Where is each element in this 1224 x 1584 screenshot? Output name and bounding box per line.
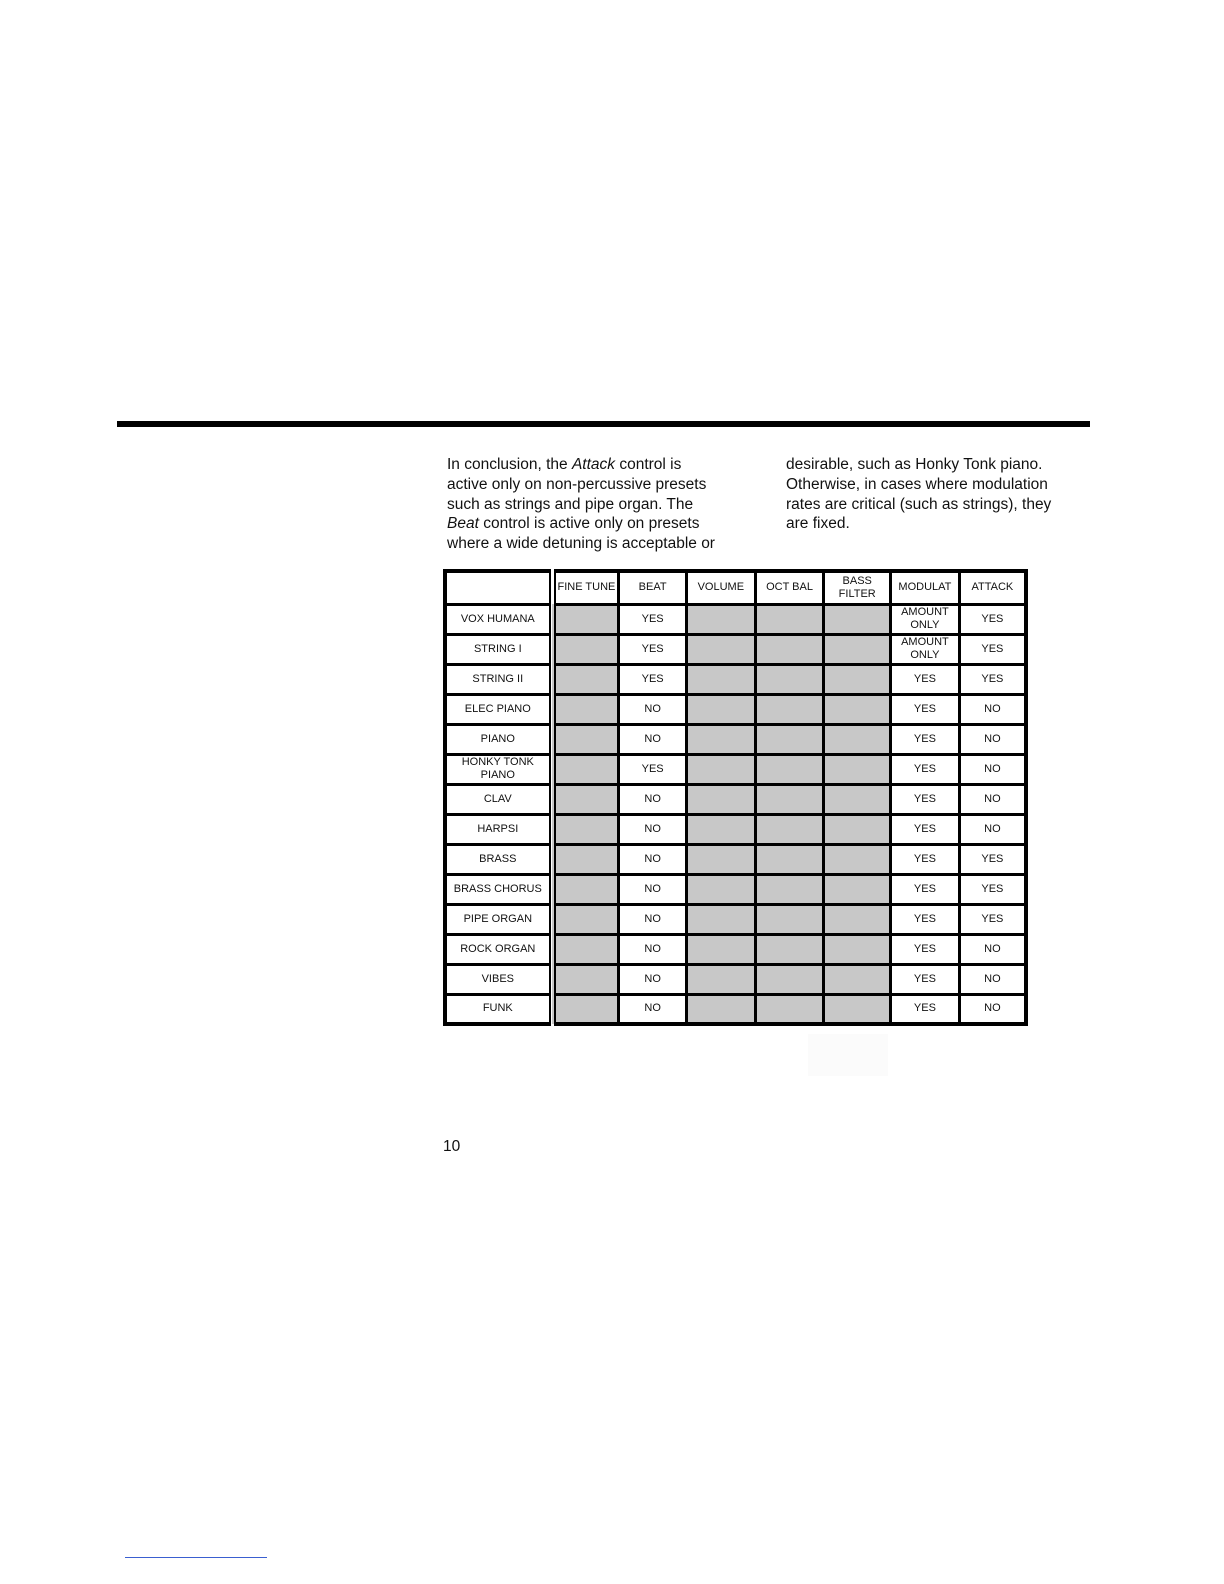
shaded-cell [755,964,824,994]
body-text-line: In conclusion, the Attack control is [447,456,682,473]
table-row [445,904,1026,934]
shaded-cell [686,604,755,634]
modulat-cell: YES [891,694,960,724]
modulat-cell: YES [891,934,960,964]
attack-cell: NO [959,724,1026,754]
preset-name-cell: HARPSI [445,814,552,844]
attack-cell: NO [959,994,1026,1024]
shaded-cell [686,694,755,724]
shaded-cell [824,934,891,964]
table-row [445,634,1026,664]
attack-cell: NO [959,784,1026,814]
preset-name-cell: VOX HUMANA [445,604,552,634]
shaded-cell [755,634,824,664]
preset-name-cell: ROCK ORGAN [445,934,552,964]
shaded-cell [824,814,891,844]
table-header-cell: BEAT [619,571,687,604]
table-row [445,844,1026,874]
shaded-cell [552,934,619,964]
beat-cell: NO [619,814,687,844]
shaded-cell [755,664,824,694]
beat-cell: NO [619,724,687,754]
modulat-cell: YES [891,724,960,754]
preset-name-cell: PIPE ORGAN [445,904,552,934]
shaded-cell [686,784,755,814]
body-text-line: such as strings and pipe organ. The [447,495,694,513]
table-header-cell-blank [445,571,552,604]
body-text-line: rates are critical (such as strings), they [786,495,1052,513]
shaded-cell [552,964,619,994]
table-row [445,694,1026,724]
table-row [445,814,1026,844]
attack-cell: YES [959,634,1026,664]
preset-name-cell: STRING II [445,664,552,694]
modulat-cell: AMOUNT ONLY [891,634,960,664]
shaded-cell [824,844,891,874]
preset-controls-table [443,569,1028,1026]
beat-cell: NO [619,694,687,724]
shaded-cell [824,754,891,784]
shaded-cell [755,874,824,904]
shaded-cell [824,634,891,664]
modulat-cell: AMOUNT ONLY [891,604,960,634]
shaded-cell [552,814,619,844]
attack-cell: NO [959,754,1026,784]
beat-cell: NO [619,784,687,814]
body-text-line: where a wide detuning is acceptable or [447,535,715,553]
shaded-cell [686,634,755,664]
shaded-cell [755,904,824,934]
attack-cell: YES [959,604,1026,634]
beat-cell: NO [619,844,687,874]
shaded-cell [552,784,619,814]
table-row [445,964,1026,994]
table-row [445,784,1026,814]
shaded-cell [552,694,619,724]
shaded-cell [755,814,824,844]
preset-name-cell: HONKY TONK PIANO [445,754,552,784]
table-row [445,874,1026,904]
page-number: 10 [443,1138,461,1155]
table-row [445,934,1026,964]
shaded-cell [552,634,619,664]
shaded-cell [755,934,824,964]
table-header-cell: MODULAT [891,571,960,604]
table-row [445,724,1026,754]
body-text-right-column [786,455,1086,534]
beat-cell: NO [619,994,687,1024]
table-row [445,994,1026,1024]
beat-cell: YES [619,634,687,664]
modulat-cell: YES [891,844,960,874]
preset-name-cell: VIBES [445,964,552,994]
modulat-cell: YES [891,904,960,934]
shaded-cell [552,844,619,874]
beat-cell: YES [619,754,687,784]
preset-name-cell: BRASS CHORUS [445,874,552,904]
shaded-cell [552,994,619,1024]
shaded-cell [824,724,891,754]
shaded-cell [686,874,755,904]
shaded-cell [755,724,824,754]
body-text-line: desirable, such as Honky Tonk piano. [786,456,1043,473]
table-header-row [445,571,1026,604]
shaded-cell [824,784,891,814]
attack-cell: NO [959,934,1026,964]
attack-cell: YES [959,904,1026,934]
body-text-line: are fixed. [786,515,850,533]
preset-name-cell: PIANO [445,724,552,754]
shaded-cell [686,754,755,784]
shaded-cell [686,904,755,934]
shaded-cell [824,694,891,724]
body-text-line: Otherwise, in cases where modulation [786,475,1048,493]
shaded-cell [552,904,619,934]
modulat-cell: YES [891,784,960,814]
shaded-cell [824,904,891,934]
table-row [445,754,1026,784]
shaded-cell [686,724,755,754]
shaded-cell [686,994,755,1024]
preset-name-cell: FUNK [445,994,552,1024]
modulat-cell: YES [891,874,960,904]
shaded-cell [824,604,891,634]
beat-cell: NO [619,964,687,994]
preset-name-cell: ELEC PIANO [445,694,552,724]
shaded-cell [552,664,619,694]
section-divider-rule [117,421,1090,427]
modulat-cell: YES [891,754,960,784]
shaded-cell [755,604,824,634]
beat-cell: NO [619,934,687,964]
table-body [445,604,1026,1024]
table-header-cell: ATTACK [959,571,1026,604]
table-header-cell: OCT BAL [755,571,824,604]
table-header-cell: BASS FILTER [824,571,891,604]
shaded-cell [552,724,619,754]
table-header-cell: FINE TUNE [552,571,619,604]
shaded-cell [686,814,755,844]
table-header-cell: VOLUME [686,571,755,604]
beat-cell: YES [619,604,687,634]
shaded-cell [824,874,891,904]
preset-name-cell: STRING I [445,634,552,664]
shaded-cell [755,754,824,784]
shaded-cell [686,964,755,994]
body-text-left-column [447,455,747,554]
modulat-cell: YES [891,964,960,994]
shaded-cell [755,994,824,1024]
beat-cell: YES [619,664,687,694]
shaded-cell [686,934,755,964]
shaded-cell [824,664,891,694]
modulat-cell: YES [891,814,960,844]
preset-name-cell: BRASS [445,844,552,874]
beat-cell: NO [619,874,687,904]
shaded-cell [552,604,619,634]
shaded-cell [552,874,619,904]
shaded-cell [824,964,891,994]
preset-name-cell: CLAV [445,784,552,814]
attack-cell: NO [959,694,1026,724]
table-row [445,604,1026,634]
shaded-cell [755,784,824,814]
modulat-cell: YES [891,994,960,1024]
modulat-cell: YES [891,664,960,694]
shaded-cell [552,754,619,784]
attack-cell: YES [959,664,1026,694]
beat-cell: NO [619,904,687,934]
shaded-cell [686,844,755,874]
shaded-cell [755,694,824,724]
attack-cell: NO [959,964,1026,994]
attack-cell: YES [959,874,1026,904]
attack-cell: YES [959,844,1026,874]
attack-cell: NO [959,814,1026,844]
footnote-separator-line [125,1557,267,1558]
scan-smudge [808,1034,888,1076]
table-row [445,664,1026,694]
shaded-cell [755,844,824,874]
body-text-line: Beat control is active only on presets [447,515,700,533]
body-text-line: active only on non-percussive presets [447,475,707,493]
shaded-cell [686,664,755,694]
shaded-cell [824,994,891,1024]
